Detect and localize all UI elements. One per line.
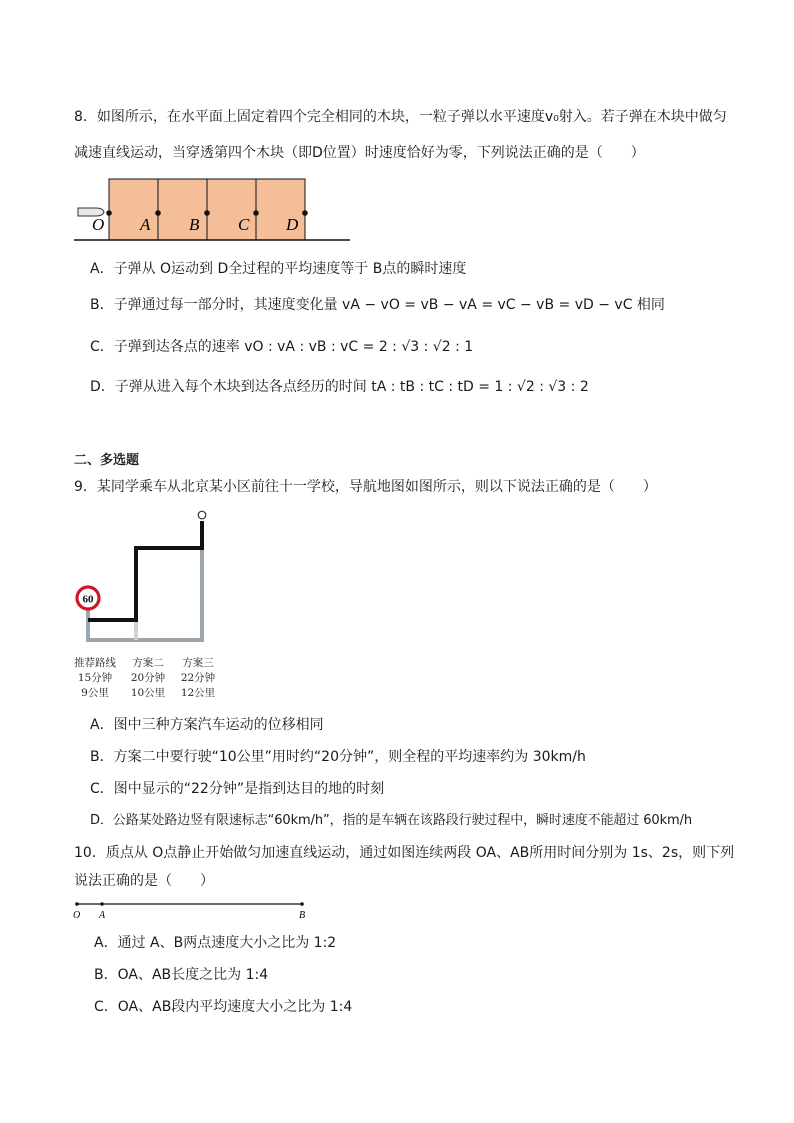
route-1-time: 15分钟 xyxy=(77,672,113,684)
route-3-name: 方案三 xyxy=(182,657,214,669)
q8-blocks-figure xyxy=(70,175,360,250)
q10-option-c: C．OA、AB段内平均速度大小之比为 1:4 xyxy=(94,999,353,1015)
q8-option-a: A．子弹从 O运动到 D全过程的平均速度等于 B点的瞬时速度 xyxy=(90,261,467,277)
label-o: O xyxy=(92,215,105,234)
destination-icon xyxy=(198,511,206,519)
q10-stem-line2: 说法正确的是（ ） xyxy=(74,873,214,889)
route-1-distance: 9公里 xyxy=(81,687,109,699)
recommended-route-line xyxy=(88,521,202,620)
q10-option-a: A．通过 A、B两点速度大小之比为 1:2 xyxy=(94,935,337,951)
route-three-line xyxy=(88,521,202,640)
q9-option-b: B．方案二中要行驶“10公里”用时约“20分钟”，则全程的平均速率约为 30km/h xyxy=(90,749,586,765)
wood-block-1 xyxy=(109,179,158,240)
q8-stem-line2: 减速直线运动，当穿透第四个木块（即D位置）时速度恰好为零，下列说法正确的是（ ） xyxy=(74,145,645,161)
route-2-name: 方案二 xyxy=(132,657,164,669)
wood-block-2 xyxy=(158,179,207,240)
q8-stem-line1: 8．如图所示，在水平面上固定着四个完全相同的木块，一粒子弹以水平速度v₀射入。若子弹在木块中做匀 xyxy=(74,109,727,125)
q10-option-b: B．OA、AB长度之比为 1:4 xyxy=(94,967,269,983)
q8-option-b: B．子弹通过每一部分时，其速度变化量 vA − vO = vB − vA = vC − vB = vD − vC 相同 xyxy=(90,297,665,313)
q9-option-d: D．公路某处路边竖有限速标志“60km/h”，指的是车辆在该路段行驶过程中，瞬时速度不能超过 60km/h xyxy=(90,813,693,828)
q9-navigation-map xyxy=(68,505,228,705)
label-c: C xyxy=(238,215,250,234)
q9-option-a: A．图中三种方案汽车运动的位移相同 xyxy=(90,717,324,733)
point-a xyxy=(100,902,104,906)
point-b xyxy=(204,210,210,216)
route-2-time: 20分钟 xyxy=(130,672,166,684)
label-d: D xyxy=(286,215,299,234)
section-title: 二、多选题 xyxy=(74,453,140,468)
q9-stem: 9．某同学乘车从北京某小区前往十一学校，导航地图如图所示，则以下说法正确的是（ ） xyxy=(74,479,657,495)
point-c xyxy=(253,210,259,216)
label-o: O xyxy=(73,910,81,921)
route-3-time: 22分钟 xyxy=(180,672,216,684)
label-a: A xyxy=(99,910,106,921)
q10-line-figure xyxy=(68,896,318,926)
label-a: A xyxy=(140,215,151,234)
point-b xyxy=(300,902,304,906)
route-2-distance: 10公里 xyxy=(130,687,166,699)
label-b: B xyxy=(299,910,306,921)
q8-option-d: D．子弹从进入每个木块到达各点经历的时间 tA : tB : tC : tD = 1 : √2 : √3 : 2 xyxy=(90,379,589,395)
route-3-distance: 12公里 xyxy=(180,687,216,699)
speed-limit-value: 60 xyxy=(82,593,94,606)
label-b: B xyxy=(189,215,200,234)
point-o xyxy=(106,210,112,216)
point-o xyxy=(75,902,79,906)
point-d xyxy=(302,210,308,216)
point-a xyxy=(155,210,161,216)
q8-option-c: C．子弹到达各点的速率 vO : vA : vB : vC = 2 : √3 : √2 : 1 xyxy=(90,339,474,355)
q10-stem-line1: 10．质点从 O点静止开始做匀加速直线运动，通过如图连续两段 OA、AB所用时间分别为 1s、2s，则下列 xyxy=(74,845,735,861)
q9-option-c: C．图中显示的“22分钟”是指到达目的地的时刻 xyxy=(90,781,385,797)
route-1-name: 推荐路线 xyxy=(74,657,116,669)
